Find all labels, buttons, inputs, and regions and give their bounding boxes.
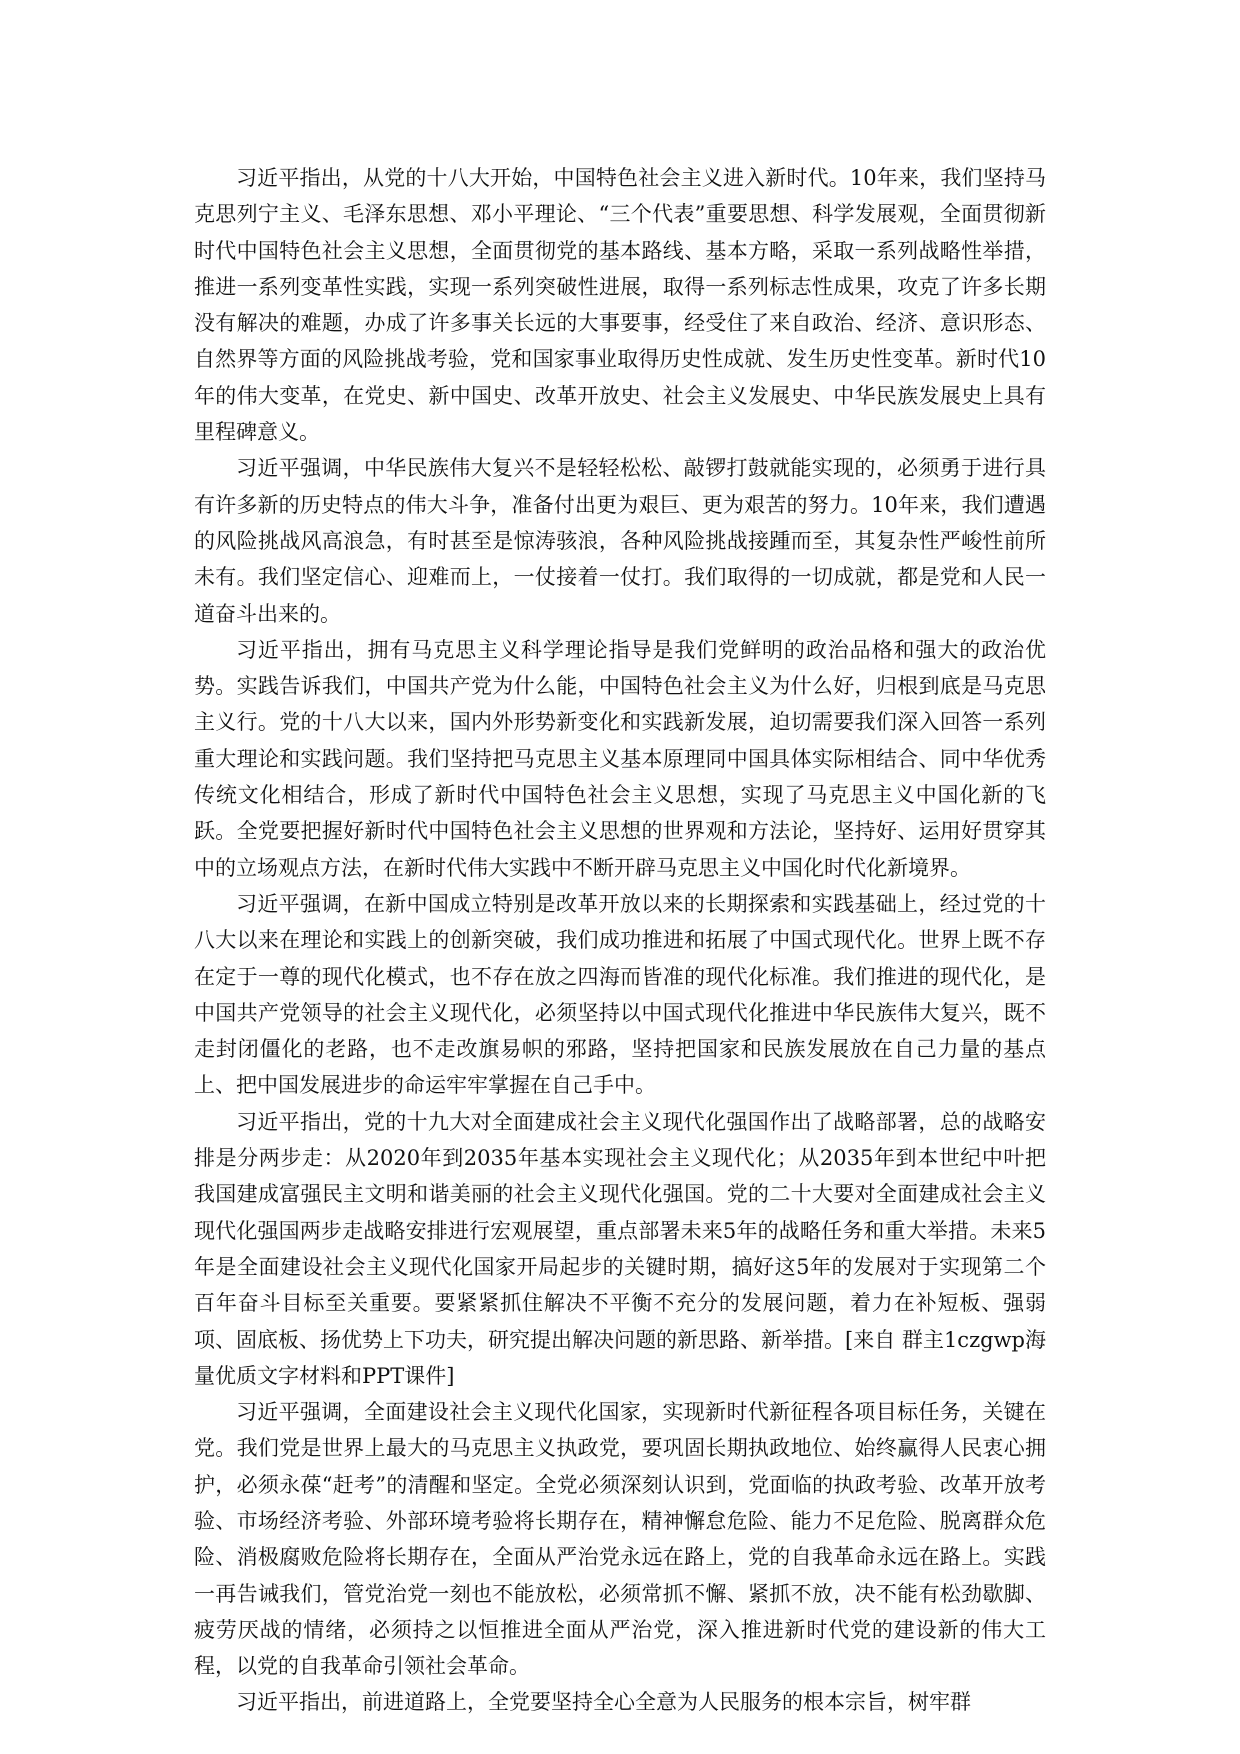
paragraph-6: 习近平强调，全面建设社会主义现代化国家，实现新时代新征程各项目标任务，关键在党。我们党是世界上最大的马克思主义执政党，要巩固长期执政地位、始终赢得人民衷心拥护，必须永葆“赶考”的清醒和坚定。全党必须深刻认识到，党面临的执政考验、改革开放考验、市场经济考验、外部环境考验将长期存在，精神懈怠危险、能力不足危险、脱离群众危险、消极腐败危险将长期存在，全面从严治党永远在路上，党的自我革命永远在路上。实践一再告诫我们，管党治党一刻也不能放松，必须常抓不懈、紧抓不放，决不能有松劲歇脚、疲劳厌战的情绪，必须持之以恒推进全面从严治党，深入推进新时代党的建设新的伟大工程，以党的自我革命引领社会革命。 (194, 1400, 1046, 1679)
paragraph-2: 习近平强调，中华民族伟大复兴不是轻轻松松、敲锣打鼓就能实现的，必须勇于进行具有许多新的历史特点的伟大斗争，准备付出更为艰巨、更为艰苦的努力。10年来，我们遭遇的风险挑战风高浪急，有时甚至是惊涛骇浪，各种风险挑战接踵而至，其复杂性严峻性前所未有。我们坚定信心、迎难而上，一仗接着一仗打。我们取得的一切成就，都是党和人民一道奋斗出来的。 (194, 456, 1046, 626)
paragraph-1: 习近平指出，从党的十八大开始，中国特色社会主义进入新时代。10年来，我们坚持马克思列宁主义、毛泽东思想、邓小平理论、“三个代表”重要思想、科学发展观，全面贯彻新时代中国特色社会主义思想，全面贯彻党的基本路线、基本方略，采取一系列战略性举措，推进一系列变革性实践，实现一系列突破性进展，取得一系列标志性成果，攻克了许多长期没有解决的难题，办成了许多事关长远的大事要事，经受住了来自政治、经济、意识形态、自然界等方面的风险挑战考验，党和国家事业取得历史性成就、发生历史性变革。新时代10年的伟大变革，在党史、新中国史、改革开放史、社会主义发展史、中华民族发展史上具有里程碑意义。 (194, 166, 1046, 445)
paragraph-7: 习近平指出，前进道路上，全党要坚持全心全意为人民服务的根本宗旨，树牢群 (236, 1690, 971, 1715)
paragraph-4: 习近平强调，在新中国成立特别是改革开放以来的长期探索和实践基础上，经过党的十八大以来在理论和实践上的创新突破，我们成功推进和拓展了中国式现代化。世界上既不存在定于一尊的现代化模式，也不存在放之四海而皆准的现代化标准。我们推进的现代化，是中国共产党领导的社会主义现代化，必须坚持以中国式现代化推进中华民族伟大复兴，既不走封闭僵化的老路，也不走改旗易帜的邪路，坚持把国家和民族发展放在自己力量的基点上、把中国发展进步的命运牢牢掌握在自己手中。 (194, 891, 1046, 1098)
paragraph-5: 习近平指出，党的十九大对全面建成社会主义现代化强国作出了战略部署，总的战略安排是分两步走：从2020年到2035年基本实现社会主义现代化；从2035年到本世纪中叶把我国建成富强民主文明和谐美丽的社会主义现代化强国。党的二十大要对全面建成社会主义现代化强国两步走战略安排进行宏观展望，重点部署未来5年的战略任务和重大举措。未来5年是全面建设社会主义现代化国家开局起步的关键时期，搞好这5年的发展对于实现第二个百年奋斗目标至关重要。要紧紧抓住解决不平衡不充分的发展问题，着力在补短板、强弱项、固底板、扬优势上下功夫，研究提出解决问题的新思路、新举措。[来自 群主1czgwp海量优质文字材料和PPT课件] (194, 1109, 1046, 1388)
document-body (194, 160, 1046, 1721)
paragraph-3: 习近平指出，拥有马克思主义科学理论指导是我们党鲜明的政治品格和强大的政治优势。实践告诉我们，中国共产党为什么能，中国特色社会主义为什么好，归根到底是马克思主义行。党的十八大以来，国内外形势新变化和实践新发展，迫切需要我们深入回答一系列重大理论和实践问题。我们坚持把马克思主义基本原理同中国具体实际相结合、同中华优秀传统文化相结合，形成了新时代中国特色社会主义思想，实现了马克思主义中国化新的飞跃。全党要把握好新时代中国特色社会主义思想的世界观和方法论，坚持好、运用好贯穿其中的立场观点方法，在新时代伟大实践中不断开辟马克思主义中国化时代化新境界。 (194, 637, 1046, 880)
